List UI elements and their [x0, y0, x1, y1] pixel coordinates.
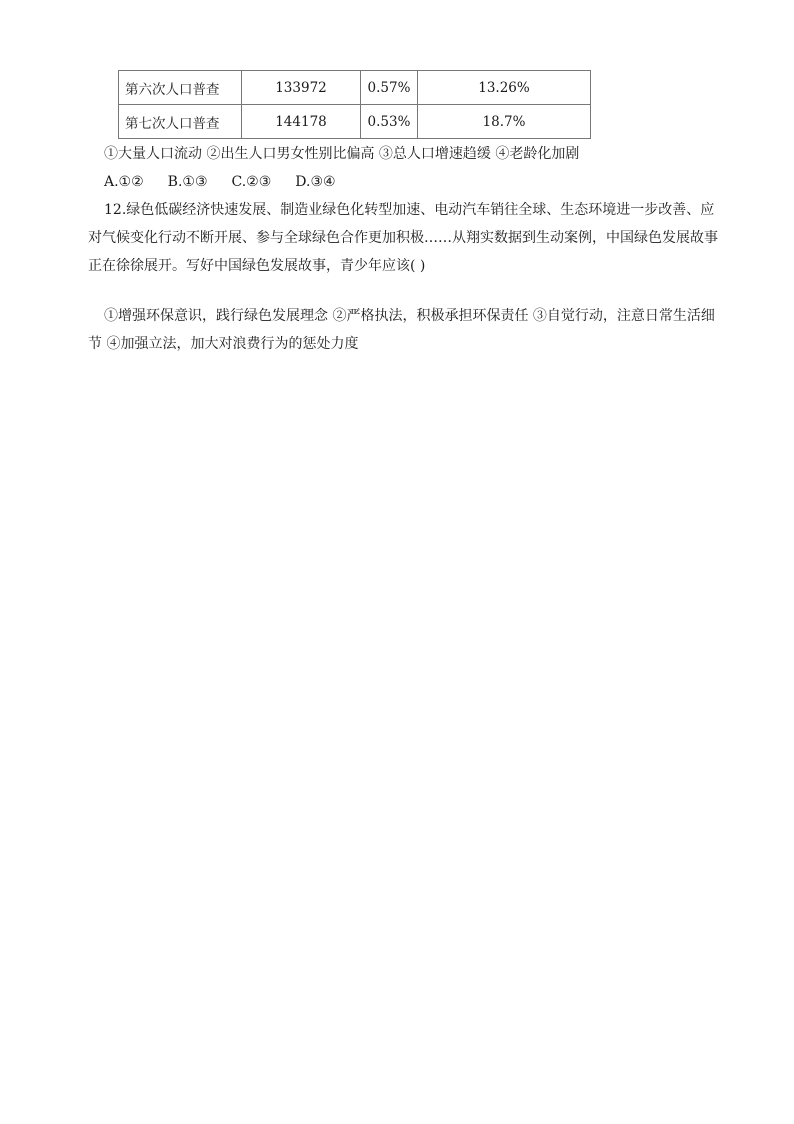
q12-statement-line: 节 ④加强立法，加大对浪费行为的惩处力度 [88, 336, 359, 352]
option-c[interactable]: C.②③ [231, 174, 272, 190]
q12-stem-line: 对气候变化行动不断开展、参与全球绿色合作更加积极……从翔实数据到生动案例，中国绿色发展故事 [88, 230, 718, 246]
table-cell: 第六次人口普查 [119, 71, 242, 105]
option-a[interactable]: A.①② [104, 174, 144, 190]
table-row [119, 71, 591, 105]
table-cell: 133972 [242, 71, 361, 105]
q11-statements: ①大量人口流动 ②出生人口男女性别比偏高 ③总人口增速趋缓 ④老龄化加剧 [104, 146, 580, 162]
q12-stem-line: 正在徐徐展开。写好中国绿色发展故事，青少年应该( ) [88, 258, 426, 274]
q11-options [104, 172, 360, 192]
table-cell: 0.57% [361, 71, 418, 105]
q12-statement-line: ①增强环保意识，践行绿色发展理念 ②严格执法，积极承担环保责任 ③自觉行动，注意日常生活细 [104, 308, 715, 324]
table-cell: 18.7% [418, 105, 591, 139]
table-cell: 13.26% [418, 71, 591, 105]
option-d[interactable]: D.③④ [295, 174, 336, 190]
q12-stem-line: 12.绿色低碳经济快速发展、制造业绿色化转型加速、电动汽车销往全球、生态环境进一步改善、应 [104, 202, 715, 218]
option-b[interactable]: B.①③ [167, 174, 208, 190]
table-cell: 144178 [242, 105, 361, 139]
table-row [119, 105, 591, 139]
census-table [118, 70, 591, 139]
table-cell: 第七次人口普查 [119, 105, 242, 139]
table-cell: 0.53% [361, 105, 418, 139]
